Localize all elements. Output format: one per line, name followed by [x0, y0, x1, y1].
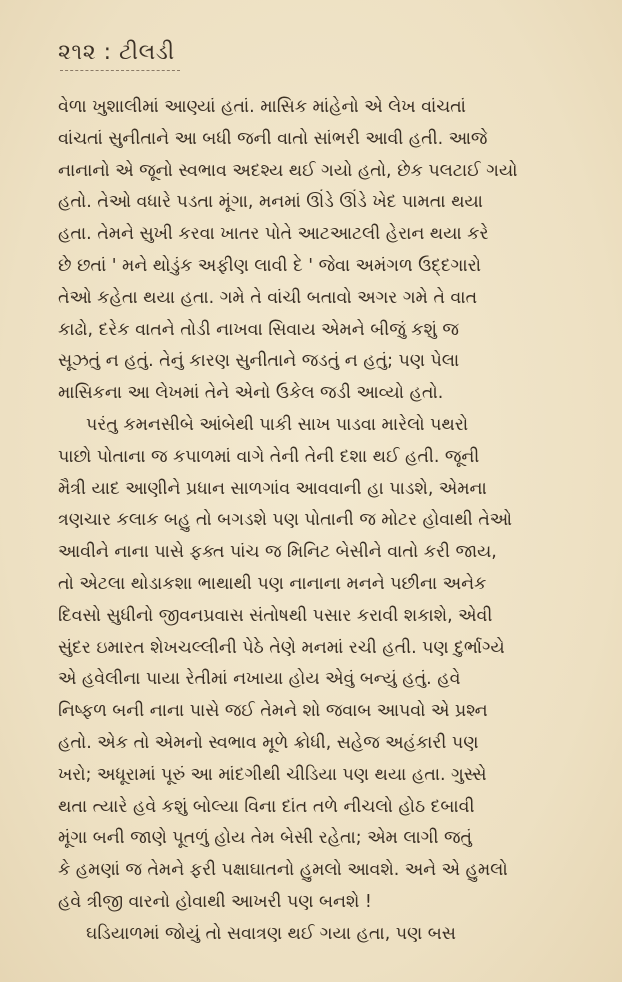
header-underline — [60, 70, 180, 71]
page-header — [58, 38, 175, 78]
paragraph-3 — [58, 919, 578, 951]
text-line: એ હવેલીના પાયા રેતીમાં નખાયા હોય એવું બન્યું હતું. હવે — [58, 669, 461, 690]
text-line: હતો. તેઓ વધારે પડતા મૂંગા, મનમાં ઊંડે ઊંડે ખેદ પામતા થયા — [58, 192, 483, 213]
text-line: વેળા ખુશાલીમાં આણ્યાં હતાં. માસિક માંહેનો એ લેખ વાંચતાં — [58, 97, 466, 117]
text-line: મૂંગા બની જાણે પૂતળું હોય તેમ બેસી રહેતા; એમ લાગી જતું — [58, 828, 472, 849]
text-line: આવીને નાના પાસે ફક્ત પાંચ જ મિનિટ બેસીને વાતો કરી જાય, — [58, 542, 497, 563]
text-line: મૈત્રી યાદ આણીને પ્રધાન સાળગાંવ આવવાની હા પાડશે, એમના — [58, 478, 487, 499]
paragraph-1 — [58, 92, 578, 410]
text-line: છે છતાં ' મને થોડુંક અફીણ લાવી દે ' જેવા અમંગળ ઉદ્દગારો — [58, 255, 481, 276]
text-line: નિષ્ફળ બની નાના પાસે જઈ તેમને શો જવાબ આપવો એ પ્રશ્ન — [58, 701, 488, 722]
page-title: ૨૧૨ : ટીલડી — [58, 40, 175, 65]
text-line: વાંચતાં સુનીતાને આ બધી જની વાતો સાંભરી આવી હતી. આજે — [58, 128, 488, 149]
text-line: થતા ત્યારે હવે કશું બોલ્યા વિના દાંત તળે નીચલો હોઠ દબાવી — [58, 796, 475, 817]
text-line: ખરો; અધૂરામાં પૂરું આ માંદગીથી ચીડિયા પણ થયા હતા. ગુસ્સે — [58, 764, 487, 785]
text-line: તો એટલા થોડાકશા ભાથાથી પણ નાનાના મનને પછીના અનેક — [58, 573, 487, 594]
paragraph-2 — [58, 410, 578, 919]
text-line: હતો. એક તો એમનો સ્વભાવ મૂળે ક્રોધી, સહેજ અહંકારી પણ — [58, 732, 479, 753]
body-text — [58, 92, 578, 951]
text-line: કે હમણાં જ તેમને ફરી પક્ષાઘાતનો હુમલો આવશે. અને એ હુમલો — [58, 860, 508, 881]
text-line: તેઓ કહેતા થયા હતા. ગમે તે વાંચી બતાવો અગર ગમે તે વાત — [58, 287, 478, 308]
text-line: પરંતુ કમનસીબે આંબેથી પાકી સાખ પાડવા મારેલો પથરો — [86, 414, 469, 435]
text-line: ત્રણચાર કલાક બહુ તો બગડશે પણ પોતાની જ મોટર હોવાથી તેઓ — [58, 510, 512, 531]
text-line: સુંદર ઇમારત શેખચલ્લીની પેઠે તેણે મનમાં રચી હતી. પણ દુર્ભાગ્યે — [58, 637, 505, 658]
text-line: હતા. તેમને સુખી કરવા ખાતર પોતે આટઆટલી હેરાન થયા કરે — [58, 224, 489, 245]
text-line: હવે ત્રીજી વારનો હોવાથી આખરી પણ બનશે ! — [58, 891, 372, 912]
text-line: દિવસો સુધીનો જીવનપ્રવાસ સંતોષથી પસાર કરાવી શકાશે, એવી — [58, 605, 493, 626]
text-line: ઘડિયાળમાં જોયું તો સવાત્રણ થઈ ગયા હતા, પણ બસ — [86, 923, 456, 944]
text-line: સૂઝતું ન હતું. તેનું કારણ સુનીતાને જડતું ન હતું; પણ પેલા — [58, 351, 460, 372]
text-line: માસિકના આ લેખમાં તેને એનો ઉકેલ જડી આવ્યો હતો. — [58, 383, 444, 404]
text-line: કાઢો, દરેક વાતને તોડી નાખવા સિવાય એમને બીજું કશું જ — [58, 319, 459, 340]
text-line: પાછો પોતાના જ કપાળમાં વાગે તેની તેની દશા થઈ હતી. જૂની — [58, 446, 480, 467]
text-line: નાનાનો એ જૂનો સ્વભાવ અદશ્ય થઈ ગયો હતો, છેક પલટાઈ ગયો — [58, 160, 518, 181]
